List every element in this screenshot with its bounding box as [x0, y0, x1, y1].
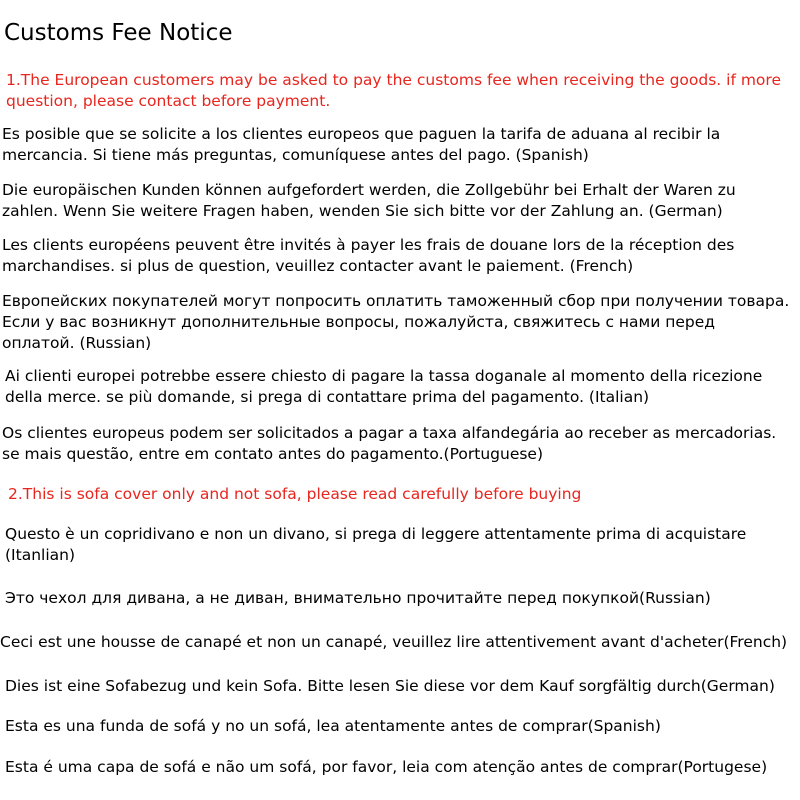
notice-2-spanish: Esta es una funda de sofá y no un sofá, lea atentamente antes de comprar(Spanish)	[5, 717, 661, 735]
notice-2-french: Ceci est une housse de canapé et non un canapé, veuillez lire attentivement avant d'acheter(French)	[0, 633, 788, 651]
notice-1-italian: Ai clienti europei potrebbe essere chiesto di pagare la tassa doganale al momento della ricezione della merce. se più domande, si prega di contattare prima del pagamento. (Italian)	[5, 367, 763, 406]
notice-2-italian: Questo è un copridivano e non un divano, si prega di leggere attentamente prima di acquistare (Itanlian)	[5, 525, 747, 564]
notice-2-portuguese: Esta é uma capa de sofá e não um sofá, por favor, leia com atenção antes de comprar(Portugese)	[5, 758, 768, 776]
notice-2-heading: 2.This is sofa cover only and not sofa, please read carefully before buying	[8, 485, 582, 503]
page-title: Customs Fee Notice	[4, 20, 233, 46]
notice-1-spanish: Es posible que se solicite a los clientes europeos que paguen la tarifa de aduana al recibir la mercancia. Si tiene más preguntas, comuníquese antes del pago. (Spanish)	[2, 125, 721, 164]
notice-1-heading: 1.The European customers may be asked to pay the customs fee when receiving the goods. if more question, please contact before payment.	[6, 71, 781, 110]
notice-1-russian: Европейских покупателей могут попросить оплатить таможенный сбор при получении товара. Если у вас возникнут дополнительные вопросы, пожалуйста, свяжитесь с нами перед оплатой. (Russian)	[2, 292, 790, 352]
notice-1-portuguese: Os clientes europeus podem ser solicitados a pagar a taxa alfandegária ao receber as mercadorias. se mais questão, entre em contato antes do pagamento.(Portuguese)	[2, 424, 777, 463]
notice-1-german: Die europäischen Kunden können aufgefordert werden, die Zollgebühr bei Erhalt der Waren zu zahlen. Wenn Sie weitere Fragen haben, wenden Sie sich bitte vor der Zahlung an. (German)	[2, 181, 736, 220]
notice-2-russian: Это чехол для дивана, а не диван, внимательно прочитайте перед покупкой(Russian)	[5, 589, 711, 607]
notice-2-german: Dies ist eine Sofabezug und kein Sofa. Bitte lesen Sie diese vor dem Kauf sorgfältig durch(German)	[5, 677, 775, 695]
notice-1-french: Les clients européens peuvent être invités à payer les frais de douane lors de la réception des marchandises. si plus de question, veuillez contacter avant le paiement. (French)	[2, 236, 735, 275]
